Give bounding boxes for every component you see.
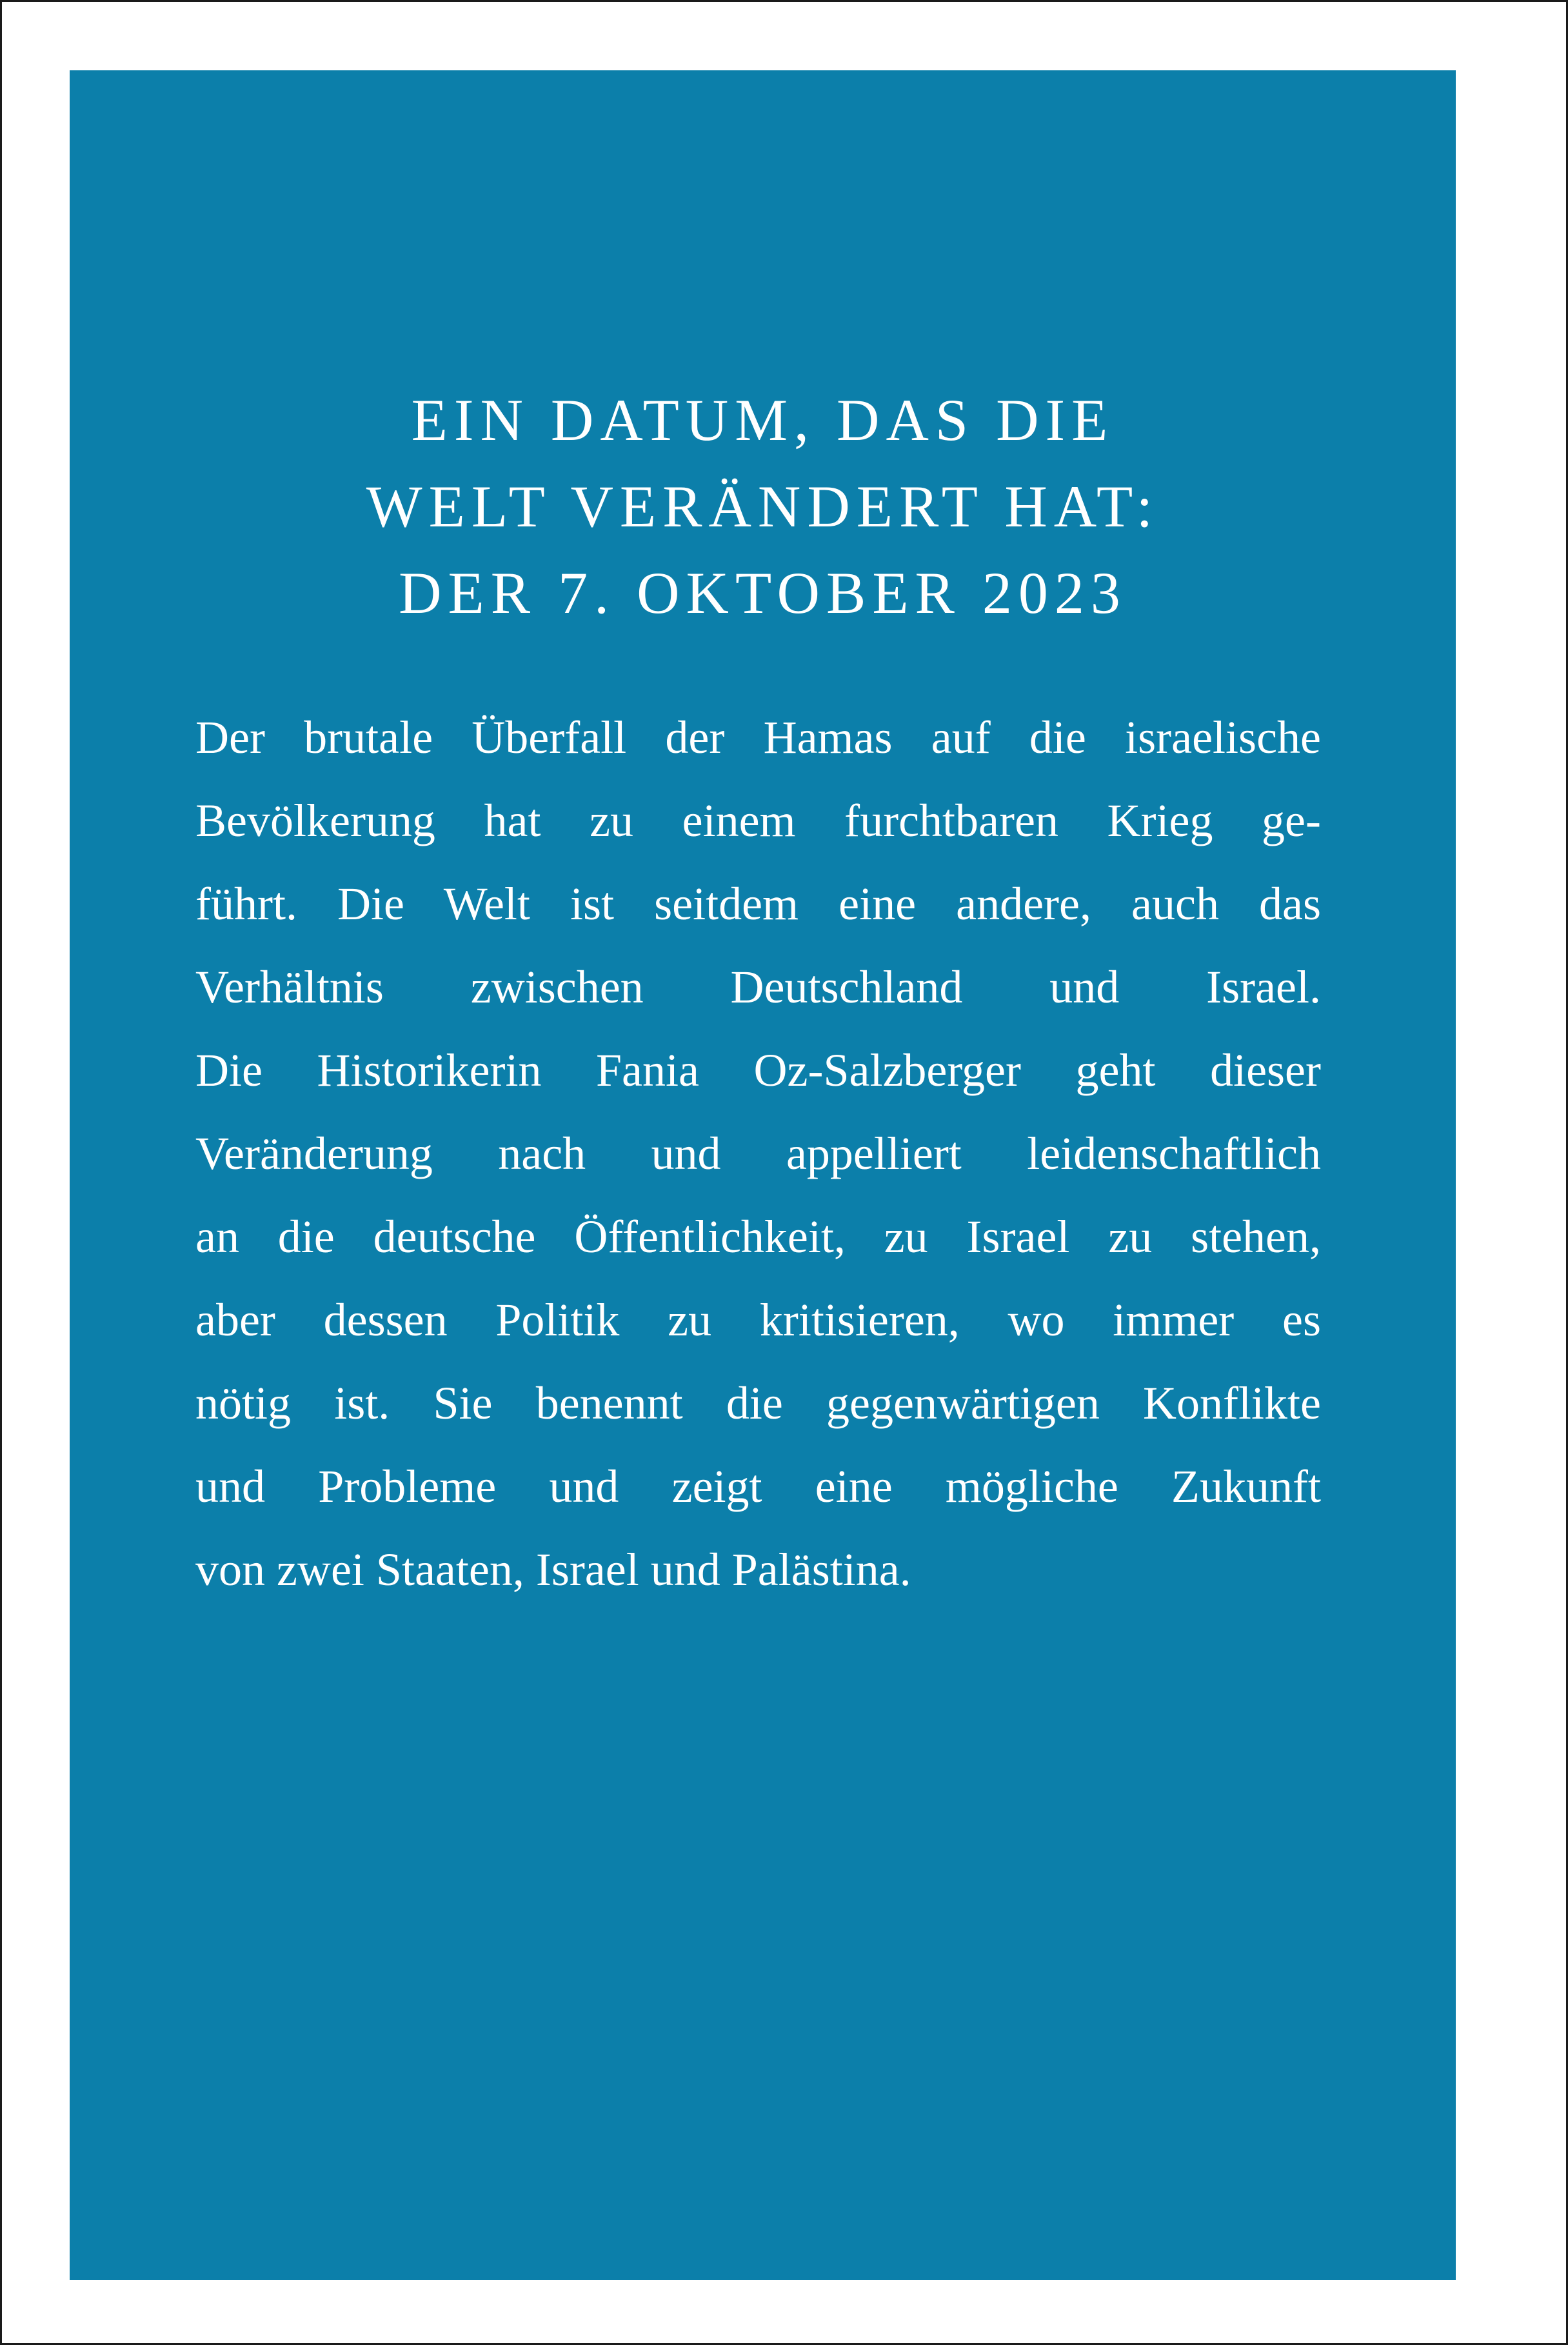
blurb-line: von zwei Staaten, Israel und Palästina. [195,1544,911,1595]
blurb-line: Veränderung nach und appelliert leidenschaftlich [195,1128,1321,1179]
blurb-line: Verhältnis zwischen Deutschland und Israel. [195,961,1321,1013]
blurb-line: aber dessen Politik zu kritisieren, wo immer es [195,1294,1321,1346]
blurb-line: Der brutale Überfall der Hamas auf die israelische [195,712,1321,763]
blurb-line: und Probleme und zeigt eine mögliche Zukunft [195,1461,1321,1512]
headline [70,377,1456,636]
headline-line: WELT VERÄNDERT HAT: [366,474,1160,539]
blurb-line: führt. Die Welt ist seitdem eine andere, auch das [195,878,1321,930]
blurb-line: nötig ist. Sie benennt die gegenwärtigen Konflikte [195,1377,1321,1429]
headline-line: EIN DATUM, DAS DIE [411,387,1115,453]
back-cover-panel [70,70,1456,2280]
blurb-line: Bevölkerung hat zu einem furchtbaren Krieg ge- [195,795,1321,846]
headline-line: DER 7. OKTOBER 2023 [399,560,1127,626]
blurb-line: an die deutsche Öffentlichkeit, zu Israel zu stehen, [195,1211,1321,1262]
blurb-text [195,696,1321,1612]
blurb-line: Die Historikerin Fania Oz-Salzberger geht dieser [195,1044,1321,1096]
